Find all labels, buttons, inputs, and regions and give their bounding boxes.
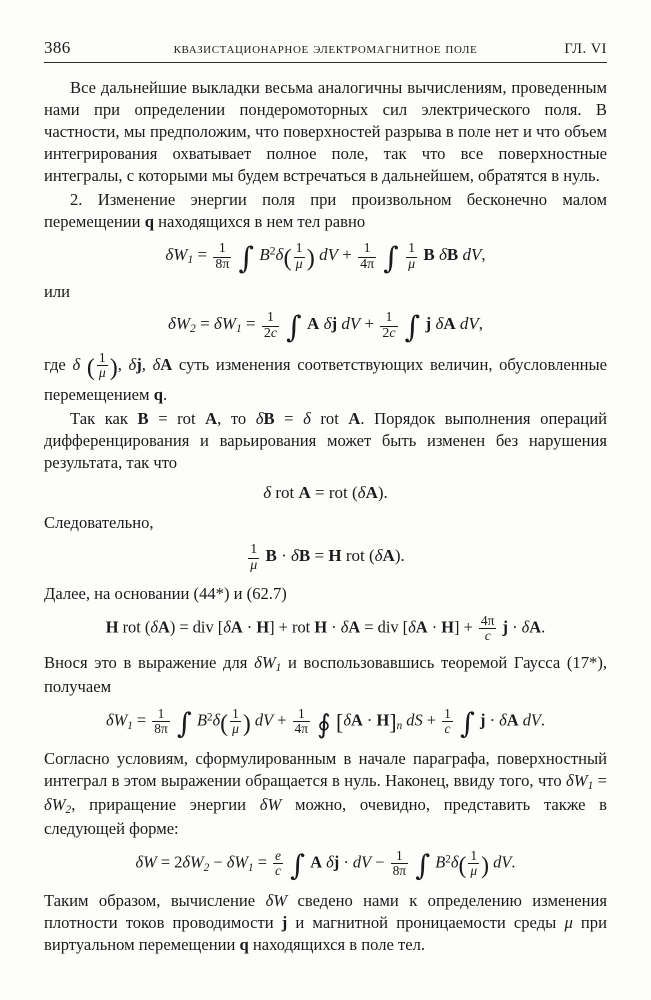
- paragraph-5-text-b: и воспользовавшись теоремой Гаусса (17*), получаем: [44, 653, 607, 697]
- chapter-label: ГЛ. VI: [564, 41, 607, 57]
- paragraph-1: Все дальнейшие выкладки весьма аналогичны вычислениям, проведенным нами при определении пондеромоторных сил электрического поля. В частности, мы предположим, что поверхностей разрыва в поле нет и что объем интегрирования охватывает полное поле, так что все поверхностные интегралы, с которыми мы будем встречаться в дальнейшем, обратятся в нуль.: [44, 78, 607, 186]
- paragraph-2-text-a: 2. Изменение энергии поля при произвольном бесконечно малом перемещении: [44, 190, 607, 232]
- header-rule: [44, 62, 607, 63]
- paragraph-3-text-a: где: [44, 354, 73, 374]
- vector-q-inline-2: q: [153, 384, 163, 404]
- equation-4: $\frac{1}{\mu}$ B · δB = H rot (δA).: [250, 542, 405, 574]
- vector-q-inline-3: q: [239, 934, 249, 954]
- paragraph-7-text-b: сведено нами к определению изменения плотности токов проводимости: [44, 890, 607, 932]
- equation-5: H rot (δA) = div [δA · H] + rot H · δA = div [δA · H] + $\frac{4\pi}{c}$ j · δA.: [105, 612, 546, 643]
- paragraph-7-text-d: при виртуальном перемещении: [44, 912, 607, 954]
- paragraph-5: Внося это в выражение для $\delta W_1$ и воспользовавшись теоремой Гаусса (17*), получаем: [44, 653, 607, 697]
- word-or: или: [44, 282, 71, 302]
- paragraph-4-text-c: . Порядок выполнения операций дифференцирования и варьирования может быть изменен без нарушения результата, так что: [44, 408, 607, 472]
- paragraph-6: Согласно условиям, сформулированным в начале параграфа, поверхностный интеграл в этом выражении обращается в нуль. Наконец, ввиду того, что $\delta W_1 = \delta W_2$, приращение энергии δW можно, очевидно, представить также в следующей форме:: [44, 748, 608, 839]
- page-number: 386: [44, 38, 71, 57]
- paragraph-consequently: Следовательно,: [44, 513, 154, 533]
- paragraph-7: Таким образом, вычисление δW сведено нами к определению изменения плотности токов проводимости j и магнитной проницаемости среды μ при виртуальном перемещении q находящихся в поле тел.: [44, 890, 607, 954]
- mu-inline: μ: [564, 912, 573, 932]
- paragraph-4-text-a: Так как: [70, 408, 138, 428]
- paragraph-6-text-a: Согласно условиям, сформулированным в начале параграфа, поверхностный интеграл в этом выражении обращается в нуль. Наконец, ввиду того, что: [44, 748, 607, 790]
- paragraph-6-text-c: можно, очевидно, представить также в следующей форме:: [44, 794, 607, 839]
- paragraph-7-text-c: и магнитной проницаемости среды: [287, 912, 565, 932]
- paragraph-2-text-b: находящихся в нем тел равно: [153, 212, 366, 232]
- paragraph-2: [44, 189, 607, 233]
- paragraph-7-text-a: Таким образом, вычисление: [44, 890, 266, 910]
- paragraph-3-text-b: суть изменения соответствующих величин, обусловленные перемещением: [44, 354, 608, 404]
- equation-6: $\delta W_1$ = $\frac{1}{8\pi}$ ∫ $B^2\delta$( $\frac{1}{\mu}$ ) dV + $\frac{1}{4\pi}$ ∮ $[\delta A \cdot H]_n$ dS + $\frac{1}{c}$ ∫ j · δA dV.: [105, 706, 546, 741]
- paragraph-4-text-b: , то: [217, 408, 256, 428]
- vector-q-inline: q: [144, 212, 154, 232]
- paragraph-4: Так как B = rot A, то δB = δ rot A. Порядок выполнения операций дифференцирования и варьирования может быть изменен без нарушения результата, так что: [44, 408, 607, 472]
- equation-1: $\delta W_1$ = $\frac{1}{8\pi}$ ∫ $B^2\delta$( $\frac{1}{\mu}$ ) dV + $\frac{1}{4\pi}$ ∫ $\frac{1}{\mu}$ B δB dV,: [165, 240, 486, 276]
- equation-3: δ rot A = rot (δA).: [263, 482, 388, 502]
- page-header: [44, 38, 607, 58]
- paragraph-further: Далее, на основании (44*) и (62.7): [44, 583, 287, 603]
- paragraph-3-text-c: .: [162, 384, 168, 404]
- vector-j-inline: j: [281, 912, 288, 932]
- paragraph-7-text-e: находящихся в поле тел.: [248, 934, 426, 954]
- paragraph-3: где δ ( $\frac{1}{\mu}$ ), δj, δA суть изменения соответствующих величин, обусловленные перемещением q.: [44, 349, 608, 404]
- running-title: квазистационарное электромагнитное поле: [173, 41, 478, 57]
- paragraph-6-text-b: , приращение энергии: [71, 794, 260, 814]
- equation-7: $\delta W = 2\delta W_2 - \delta W_1$ = $\frac{e}{c}$ ∫ A δj · dV − $\frac{1}{8\pi}$ ∫ $B^2\delta$( $\frac{1}{\mu}$ ) dV.: [135, 848, 516, 883]
- paragraph-5-text-a: Внося это в выражение для: [44, 653, 255, 672]
- equation-2: $\delta W_2 = \delta W_1$ = $\frac{1}{2c}$ ∫ A δj dV + $\frac{1}{2c}$ ∫ j δA dV,: [167, 309, 484, 345]
